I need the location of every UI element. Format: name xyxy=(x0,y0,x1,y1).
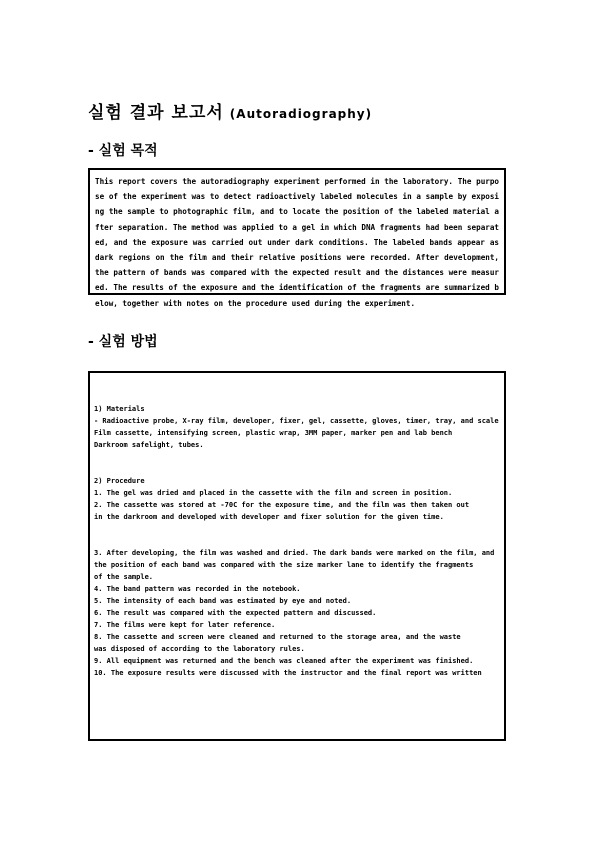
method-line: was disposed of according to the laboratory rules. xyxy=(94,645,305,653)
method-line: - Radioactive probe, X-ray film, developer, fixer, gel, cassette, gloves, timer, tray, and scale xyxy=(94,417,499,425)
method-line: 4. The band pattern was recorded in the notebook. xyxy=(94,585,301,593)
section-heading-method: - 실험 방법 xyxy=(88,334,158,350)
section-heading-purpose: - 실험 목적 xyxy=(88,143,158,159)
method-box xyxy=(88,371,506,741)
spacer xyxy=(94,451,500,475)
method-line: 8. The cassette and screen were cleaned and returned to the storage area, and the waste xyxy=(94,633,461,641)
method-line: 7. The films were kept for later reference. xyxy=(94,621,276,629)
purpose-paragraph: This report covers the autoradiography experiment performed in the laboratory. The purpose of the experiment was to detect radioactively labeled molecules in a sample by exposing the sample to photographic film, and to locate the position of the labeled material after separation. The method was applied to a gel in which DNA fragments had been separated, and the exposure was carried out under dark conditions. The labeled bands appear as dark regions on the film and their relative positions were recorded. After development, the pattern of bands was compared with the expected result and the distances were measured. The results of the exposure and the identification of the fragments are summarized below, together with notes on the procedure used during the experiment. xyxy=(95,177,499,308)
method-line: 9. All equipment was returned and the bench was cleaned after the experiment was finished. xyxy=(94,657,474,665)
method-line: the position of each band was compared with the size marker lane to identify the fragments xyxy=(94,561,474,569)
method-line: 3. After developing, the film was washed and dried. The dark bands were marked on the film, and xyxy=(94,549,495,557)
method-line: Darkroom safelight, tubes. xyxy=(94,441,204,449)
spacer xyxy=(94,523,500,547)
method-line: 5. The intensity of each band was estimated by eye and noted. xyxy=(94,597,352,605)
method-line: 1) Materials xyxy=(94,405,145,413)
method-line: 2. The cassette was stored at -70C for the exposure time, and the film was then taken out xyxy=(94,501,470,509)
title-subtitle: (Autoradiography) xyxy=(229,107,373,121)
method-line: 1. The gel was dried and placed in the cassette with the film and screen in position. xyxy=(94,489,453,497)
method-line: 6. The result was compared with the expected pattern and discussed. xyxy=(94,609,377,617)
method-line: 2) Procedure xyxy=(94,477,145,485)
document-title xyxy=(88,98,372,123)
title-text: 실험 결과 보고서 xyxy=(88,103,224,123)
method-line: 10. The exposure results were discussed with the instructor and the final report was written xyxy=(94,669,482,677)
method-line: Film cassette, intensifying screen, plastic wrap, 3MM paper, marker pen and lab bench xyxy=(94,429,453,437)
purpose-box xyxy=(88,168,506,308)
method-line: of the sample. xyxy=(94,573,154,581)
method-line: in the darkroom and developed with developer and fixer solution for the given time. xyxy=(94,513,444,521)
